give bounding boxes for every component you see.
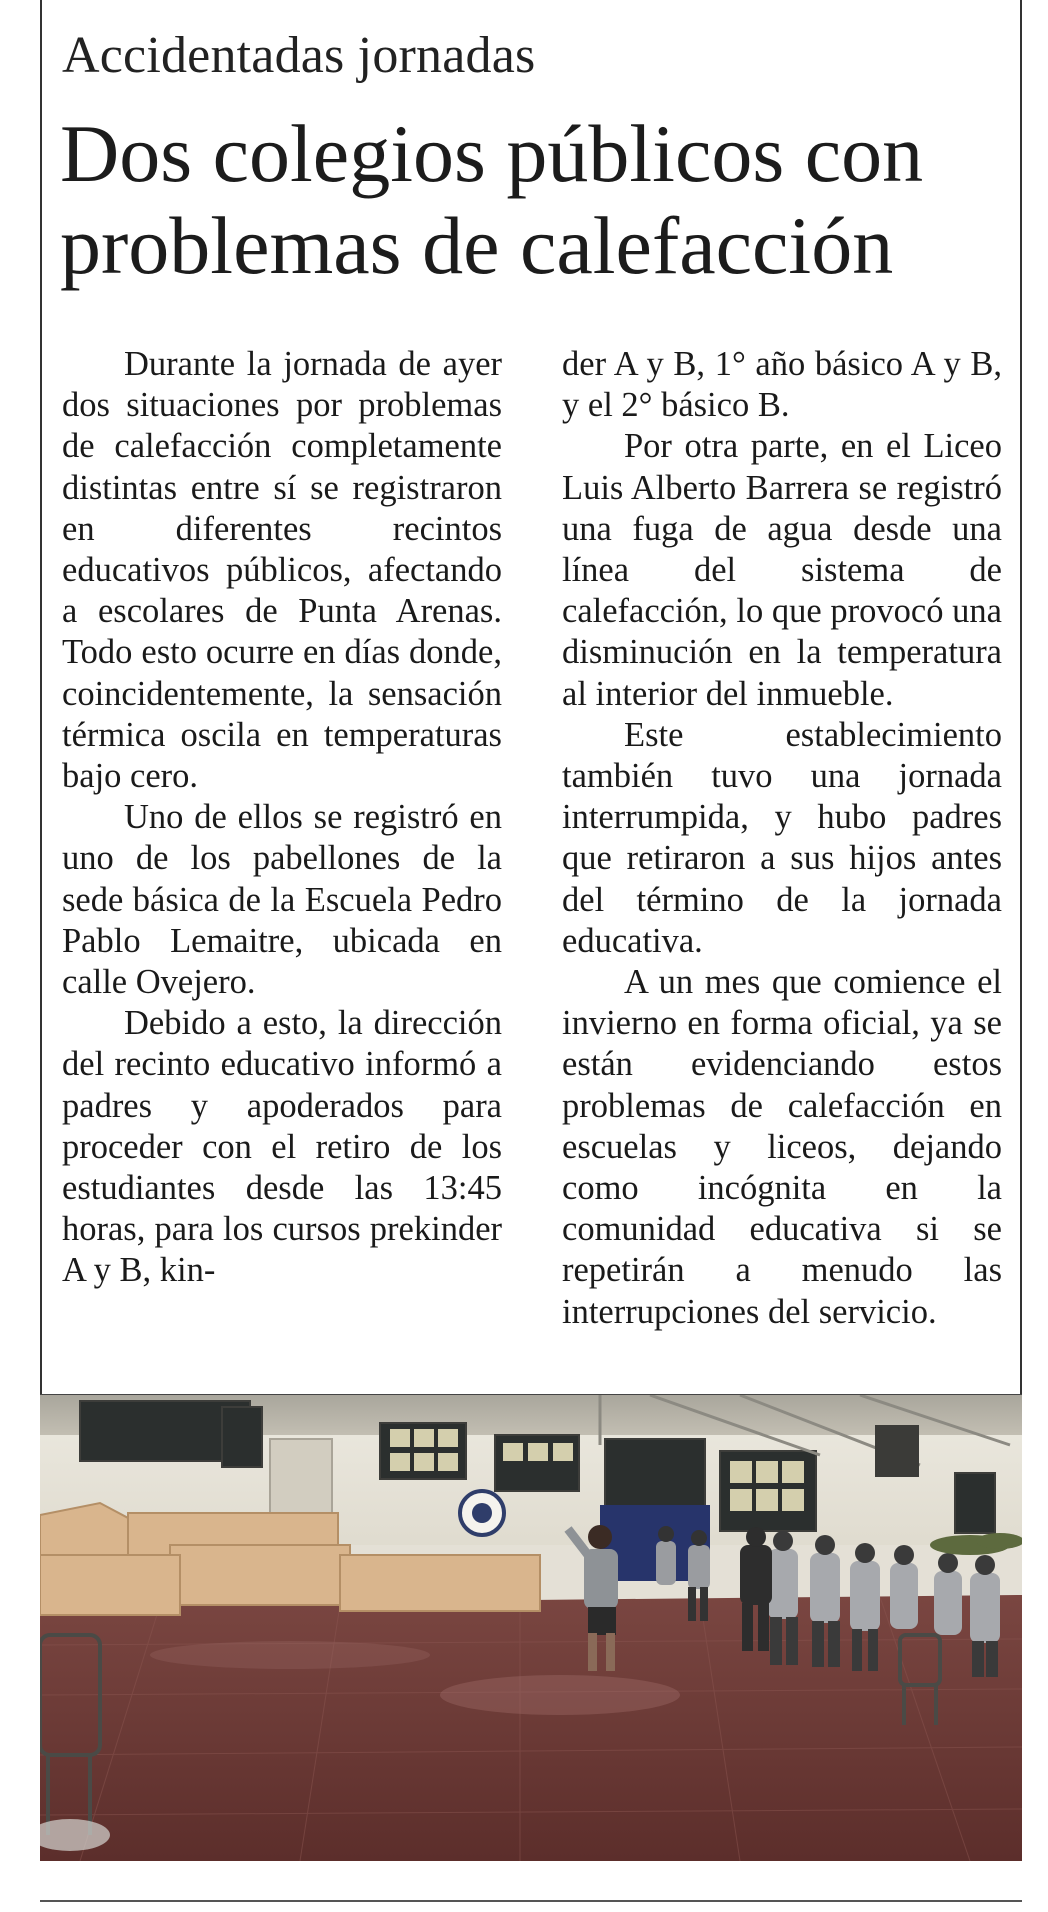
article-paragraph-continuation: der A y B, 1° año básico A y B, y el 2° básico B. [562, 345, 1002, 425]
article-paragraph: Durante la jornada de ayer dos situaciones por problemas de calefacción completamente distintas entre sí se registraron en diferentes recintos educativos públicos, afectando a escolares de Punta Arenas. Todo esto ocurre en días donde, coincidentemente, la sensación térmica oscila en temperaturas bajo cero. [62, 345, 502, 796]
bottom-rule [40, 1900, 1022, 1902]
article-photo [40, 1394, 1022, 1861]
article-paragraph: A un mes que comience el invierno en forma oficial, ya se están evidenciando estos problemas de calefacción en escuelas y liceos, dejando como incógnita en la comunidad educativa si se repetirán a menudo las interrupciones del servicio. [562, 963, 1002, 1331]
article-paragraph: Debido a esto, la dirección del recinto educativo informó a padres y apoderados para proceder con el retiro de los estudiantes desde las 13:45 horas, para los cursos prekinder A y B, kin- [62, 1004, 502, 1290]
article-headline: Dos colegios públicos con problemas de calefacción [60, 108, 924, 291]
article-paragraph: Este establecimiento también tuvo una jornada interrumpida, y hubo padres que retiraron a sus hijos antes del término de la jornada educativa. [562, 715, 1002, 960]
article-column-left [62, 344, 502, 1292]
gym-photo-illustration [40, 1395, 1022, 1861]
article-column-right [562, 344, 1002, 1333]
article-kicker: Accidentadas jornadas [62, 27, 536, 84]
article-paragraph: Por otra parte, en el Liceo Luis Alberto Barrera se registró una fuga de agua desde una línea del sistema de calefacción, lo que provocó una disminución en la temperatura al interior del inmueble. [562, 427, 1002, 713]
article-paragraph: Uno de ellos se registró en uno de los pabellones de la sede básica de la Escuela Pedro Pablo Lemaitre, ubicada en calle Ovejero. [62, 798, 502, 1002]
